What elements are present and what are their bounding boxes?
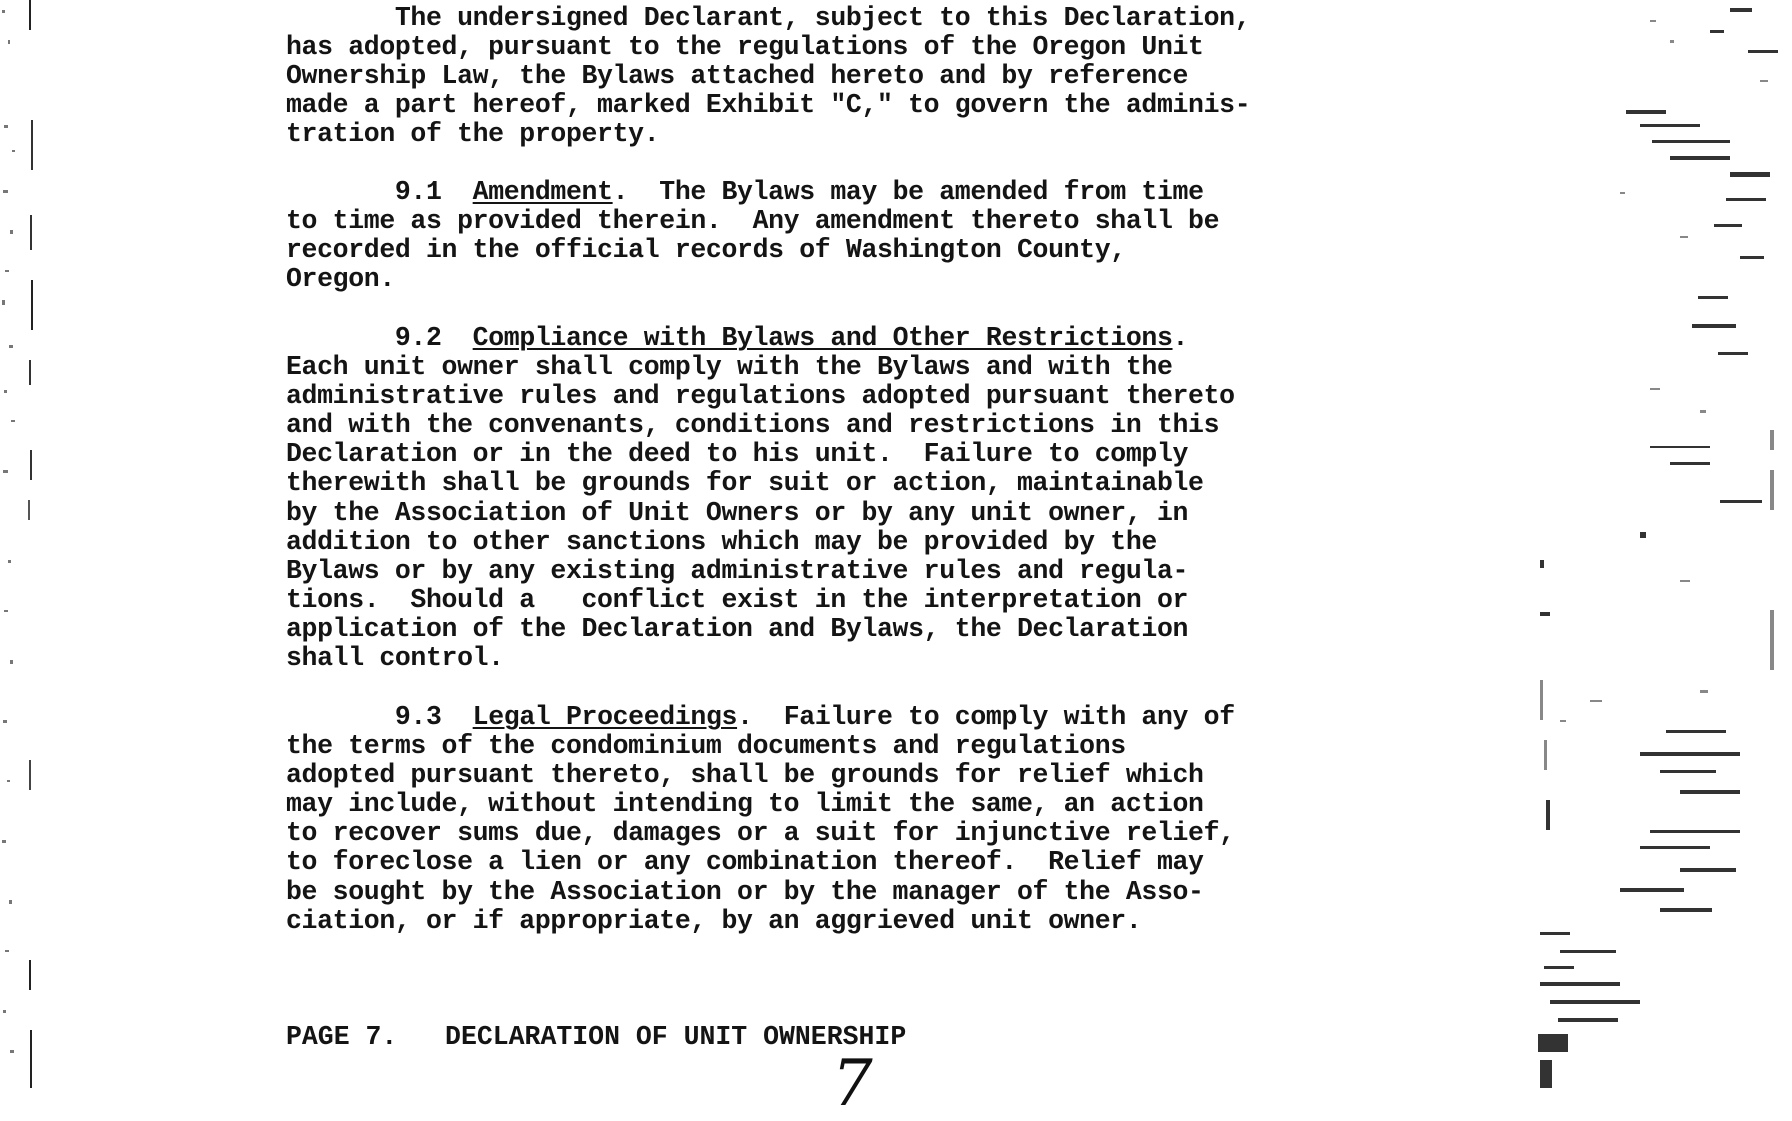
footer-page-label: PAGE 7. [286, 1022, 398, 1052]
section-line: by the Association of Unit Owners or by any unit owner, in [286, 497, 1189, 528]
section-heading: Legal Proceedings [472, 702, 738, 732]
left-scan-edge [0, 0, 44, 1088]
section-line: Declaration or in the deed to his unit. Failure to comply [286, 439, 1189, 470]
intro-paragraph [286, 4, 1250, 149]
section-line: the terms of the condominium documents and regulations [286, 731, 1126, 762]
section-line: application of the Declaration and Bylaws, the Declaration [286, 613, 1189, 644]
intro-line: made a part hereof, marked Exhibit "C," to govern the adminis- [286, 90, 1251, 121]
section-line: Bylaws or by any existing administrative rules and regula- [286, 555, 1189, 586]
footer-title: DECLARATION OF UNIT OWNERSHIP [445, 1022, 907, 1052]
intro-line: tration of the property. [286, 119, 660, 150]
intro-line: Ownership Law, the Bylaws attached hereto and by reference [286, 61, 1189, 92]
handwritten-page-number: 7 [832, 1047, 873, 1121]
section-number: 9.2 [394, 323, 442, 353]
section-number: 9.1 [394, 177, 442, 207]
section-line: to foreclose a lien or any combination thereof. Relief may [286, 847, 1204, 878]
section-line: administrative rules and regulations adopted pursuant thereto [286, 381, 1235, 412]
section-line: tions. Should a conflict exist in the interpretation or [286, 584, 1189, 615]
right-scan-edge [1500, 0, 1792, 1088]
section-9-2 [286, 324, 1235, 673]
section-heading: Compliance with Bylaws and Other Restrictions [472, 323, 1173, 353]
section-line: shall control. [286, 643, 504, 674]
section-9-1 [286, 178, 1219, 294]
section-line: recorded in the official records of Washington County, [286, 235, 1126, 266]
page-footer [286, 1022, 906, 1052]
section-lead: . Failure to comply with any of [737, 702, 1235, 732]
section-line: ciation, or if appropriate, by an aggrieved unit owner. [286, 905, 1142, 936]
section-line: Oregon. [286, 264, 395, 295]
intro-line: has adopted, pursuant to the regulations of the Oregon Unit [286, 32, 1204, 63]
section-line: addition to other sanctions which may be provided by the [286, 526, 1157, 557]
intro-line: The undersigned Declarant, subject to this Declaration, [286, 3, 1251, 33]
section-line: be sought by the Association or by the manager of the Asso- [286, 876, 1204, 907]
section-lead: . The Bylaws may be amended from time [612, 177, 1204, 207]
section-9-3 [286, 703, 1235, 936]
section-line: and with the convenants, conditions and restrictions in this [286, 410, 1220, 441]
section-line: Each unit owner shall comply with the Bylaws and with the [286, 352, 1173, 383]
section-heading: Amendment [472, 177, 613, 207]
section-line: adopted pursuant thereto, shall be grounds for relief which [286, 760, 1204, 791]
section-line: to recover sums due, damages or a suit for injunctive relief, [286, 818, 1235, 849]
section-number: 9.3 [394, 702, 442, 732]
section-line: may include, without intending to limit the same, an action [286, 789, 1204, 820]
section-lead: . [1172, 323, 1189, 353]
section-line: therewith shall be grounds for suit or action, maintainable [286, 468, 1204, 499]
section-line: to time as provided therein. Any amendment thereto shall be [286, 206, 1220, 237]
